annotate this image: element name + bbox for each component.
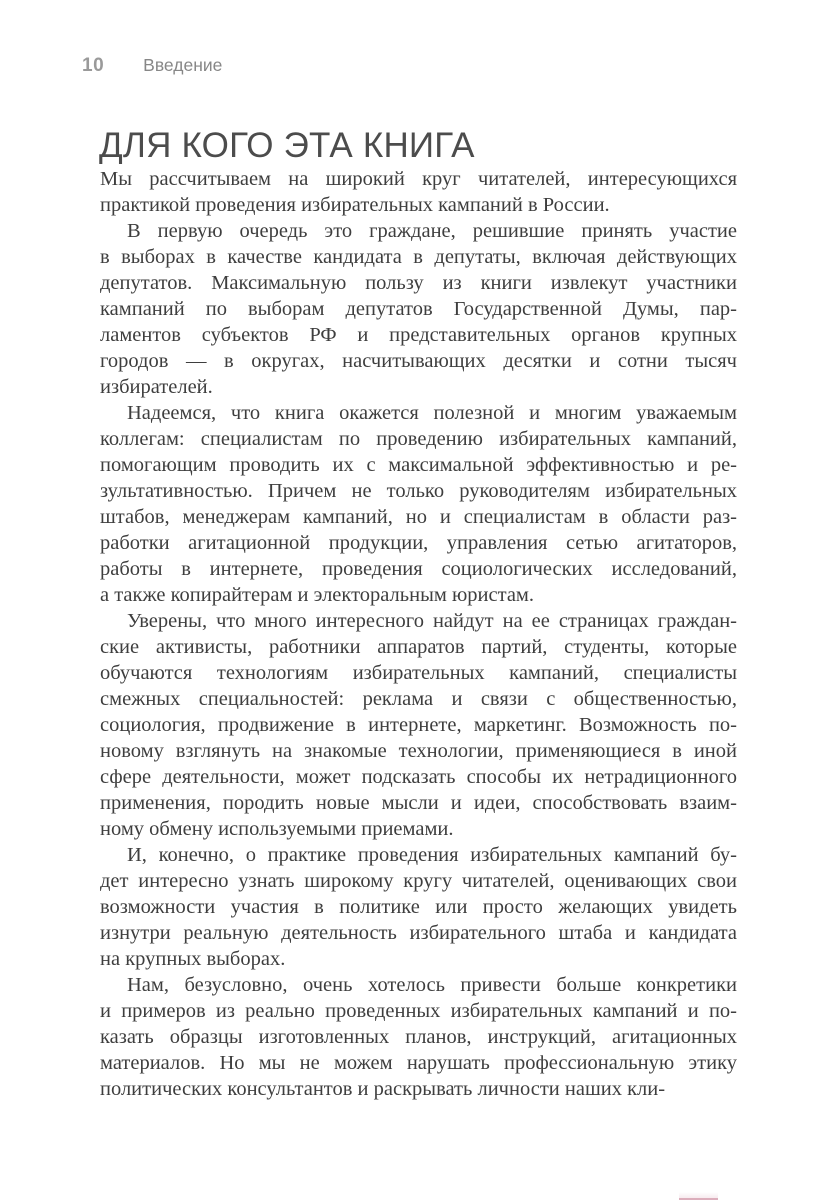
text-line: материалов. Но мы не можем нарушать профессиональную этику bbox=[100, 1052, 737, 1074]
text-line: кампаний по выборам депутатов Государственной Думы, пар- bbox=[100, 298, 737, 320]
chapter-title: ДЛЯ КОГО ЭТА КНИГА bbox=[99, 126, 475, 166]
text-line: В первую очередь это граждане, решившие принять участие bbox=[127, 220, 737, 242]
text-line: политических консультантов и раскрывать личности наших кли- bbox=[100, 1078, 666, 1100]
text-line: зультативностью. Причем не только руководителям избирательных bbox=[100, 480, 737, 502]
text-line: смежных специальностей: реклама и связи с общественностью, bbox=[100, 688, 737, 710]
page-header bbox=[82, 55, 222, 77]
text-line: работы в интернете, проведения социологических исследований, bbox=[100, 558, 737, 580]
text-line: депутатов. Максимальную пользу из книги извлекут участники bbox=[100, 272, 737, 294]
text-line: на крупных выборах. bbox=[100, 948, 286, 970]
text-line: а также копирайтерам и электоральным юристам. bbox=[100, 584, 535, 606]
paragraph bbox=[100, 842, 737, 972]
running-header: Введение bbox=[143, 55, 223, 75]
text-line: Мы рассчитываем на широкий круг читателей, интересующихся bbox=[100, 168, 737, 190]
text-line: коллегам: специалистам по проведению избирательных кампаний, bbox=[100, 428, 737, 450]
page-number: 10 bbox=[82, 55, 105, 76]
text-line: И, конечно, о практике проведения избирательных кампаний бу- bbox=[127, 844, 737, 866]
text-line: применения, породить новые мысли и идеи, способствовать взаим- bbox=[100, 792, 737, 814]
text-line: Нам, безусловно, очень хотелось привести больше конкретики bbox=[127, 974, 737, 996]
text-line: Надеемся, что книга окажется полезной и многим уважаемым bbox=[127, 402, 737, 424]
text-line: социология, продвижение в интернете, маркетинг. Возможность по- bbox=[100, 714, 737, 736]
text-line: работки агитационной продукции, управления сетью агитаторов, bbox=[100, 532, 737, 554]
text-line: казать образцы изготовленных планов, инструкций, агитационных bbox=[100, 1026, 737, 1048]
paragraph bbox=[100, 972, 737, 1102]
paragraph bbox=[100, 400, 737, 608]
text-line: сфере деятельности, может подсказать способы их нетрадиционного bbox=[100, 766, 737, 788]
paragraph bbox=[100, 608, 737, 842]
text-line: помогающим проводить их с максимальной эффективностью и ре- bbox=[100, 454, 737, 476]
text-line: новому взглянуть на знакомые технологии, применяющиеся в иной bbox=[100, 740, 737, 762]
text-line: избирателей. bbox=[100, 376, 213, 398]
text-line: изнутри реальную деятельность избирательного штаба и кандидата bbox=[100, 922, 737, 944]
cutoff-ui-fragment bbox=[679, 1192, 718, 1200]
paragraph bbox=[100, 218, 737, 400]
text-line: дет интересно узнать широкому кругу читателей, оценивающих свои bbox=[100, 870, 737, 892]
text-line: ному обмену используемыми приемами. bbox=[100, 818, 454, 840]
text-line: в выборах в качестве кандидата в депутаты, включая действующих bbox=[100, 246, 737, 268]
text-line: практикой проведения избирательных кампаний в России. bbox=[100, 194, 610, 216]
text-line: Уверены, что много интересного найдут на ее страницах граждан- bbox=[127, 610, 737, 632]
text-line: штабов, менеджерам кампаний, но и специалистам в области раз- bbox=[100, 506, 737, 528]
text-line: городов — в округах, насчитывающих десятки и сотни тысяч bbox=[100, 350, 737, 372]
text-line: возможности участия в политике или просто желающих увидеть bbox=[100, 896, 737, 918]
text-line: и примеров из реально проведенных избирательных кампаний и по- bbox=[100, 1000, 737, 1022]
text-line: обучаются технологиям избирательных кампаний, специалисты bbox=[100, 662, 737, 684]
paragraph bbox=[100, 166, 737, 218]
text-line: ламентов субъектов РФ и представительных органов крупных bbox=[100, 324, 737, 346]
text-line: ские активисты, работники аппаратов партий, студенты, которые bbox=[100, 636, 737, 658]
body-text bbox=[100, 166, 737, 1102]
